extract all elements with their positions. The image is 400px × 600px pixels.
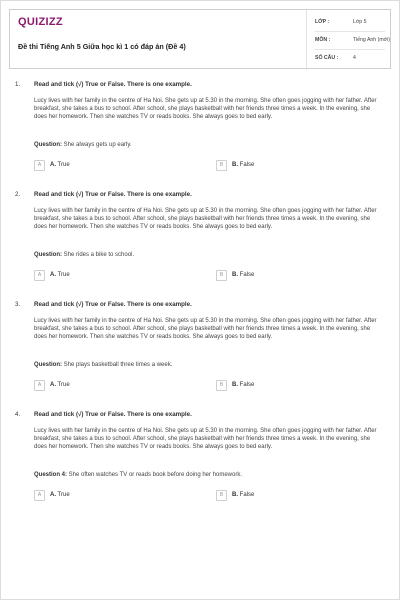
- option-box[interactable]: A: [34, 160, 45, 171]
- reading-passage: Lucy lives with her family in the centre of Ha Noi. She gets up at 5.30 in the morning. She often goes jogging with her father. After breakfast, she takes a bus to school. After school, she plays basketball with her friends three times a week. In the evening, she does her homework. Then she watches TV or reads books. She always goes to bed early.: [34, 208, 377, 231]
- option-label: A. True: [50, 492, 70, 498]
- question-instruction: Read and tick (√) True or False. There is one example.: [34, 81, 192, 88]
- question-prompt: [34, 362, 172, 368]
- option-box[interactable]: B: [216, 160, 227, 171]
- question-instruction: Read and tick (√) True or False. There is one example.: [34, 191, 192, 198]
- option-box[interactable]: A: [34, 270, 45, 281]
- question-instruction: Read and tick (√) True or False. There is one example.: [34, 411, 192, 418]
- option-box[interactable]: B: [216, 380, 227, 391]
- meta-value: 4: [353, 55, 356, 61]
- question-number: 3.: [15, 301, 21, 308]
- question-instruction: Read and tick (√) True or False. There is one example.: [34, 301, 192, 308]
- option-label: A. True: [50, 382, 70, 388]
- quizizz-logo: QUIZIZZ: [18, 16, 63, 28]
- worksheet-header: [9, 9, 391, 69]
- question-text: She plays basketball three times a week.: [62, 362, 173, 368]
- meta-value: Tiếng Anh (mới): [353, 37, 390, 43]
- meta-divider: [315, 31, 385, 32]
- question-label: Question:: [34, 142, 62, 148]
- option-label: B. False: [232, 162, 255, 168]
- option-box[interactable]: A: [34, 490, 45, 501]
- meta-divider: [315, 49, 385, 50]
- option-box[interactable]: B: [216, 270, 227, 281]
- question-prompt: [34, 472, 242, 478]
- question-number: 2.: [15, 191, 21, 198]
- question-label: Question 4:: [34, 472, 68, 478]
- question-text: She rides a bike to school.: [62, 252, 135, 258]
- option-label: B. False: [232, 492, 255, 498]
- page-title: Đề thi Tiếng Anh 5 Giữa học kì 1 có đáp án (Đề 4): [18, 42, 186, 51]
- reading-passage: Lucy lives with her family in the centre of Ha Noi. She gets up at 5.30 in the morning. She often goes jogging with her father. After breakfast, she takes a bus to school. After school, she plays basketball with her friends three times a week. In the evening, she does her homework. Then she watches TV or reads books. She always goes to bed early.: [34, 318, 377, 341]
- question-text: She often watches TV or reads book before doing her homework.: [67, 472, 243, 478]
- option-label: A. True: [50, 162, 70, 168]
- question-prompt: [34, 252, 134, 258]
- meta-row-subject: [315, 37, 393, 49]
- question-number: 1.: [15, 81, 21, 88]
- reading-passage: Lucy lives with her family in the centre of Ha Noi. She gets up at 5.30 in the morning. She often goes jogging with her father. After breakfast, she takes a bus to school. After school, she plays basketball with her friends three times a week. In the evening, she does her homework. Then she watches TV or reads books. She always goes to bed early.: [34, 98, 377, 121]
- option-box[interactable]: A: [34, 380, 45, 391]
- option-box[interactable]: B: [216, 490, 227, 501]
- meta-value: Lớp 5: [353, 19, 367, 25]
- option-label: B. False: [232, 382, 255, 388]
- question-number: 4.: [15, 411, 21, 418]
- meta-label: LỚP :: [315, 19, 330, 25]
- option-label: B. False: [232, 272, 255, 278]
- question-label: Question:: [34, 252, 62, 258]
- question-text: She always gets up early.: [62, 142, 132, 148]
- meta-label: MÔN :: [315, 37, 331, 43]
- meta-row-count: [315, 55, 393, 67]
- question-label: Question:: [34, 362, 62, 368]
- meta-row-class: [315, 19, 393, 31]
- reading-passage: Lucy lives with her family in the centre of Ha Noi. She gets up at 5.30 in the morning. She often goes jogging with her father. After breakfast, she takes a bus to school. After school, she plays basketball with her friends three times a week. In the evening, she does her homework. Then she watches TV or reads books. She always goes to bed early.: [34, 428, 377, 451]
- question-prompt: [34, 142, 132, 148]
- option-label: A. True: [50, 272, 70, 278]
- meta-panel: [306, 10, 392, 70]
- meta-label: SỐ CÂU :: [315, 55, 339, 61]
